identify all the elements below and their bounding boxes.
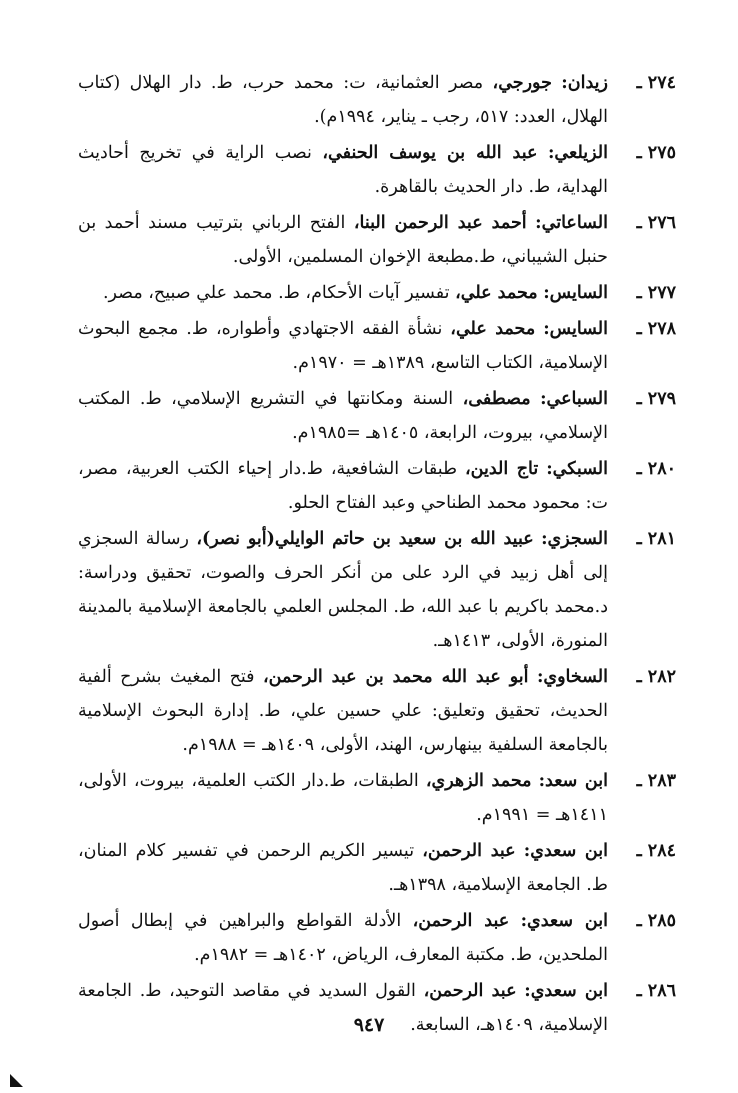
author-surname: السبكي: <box>546 459 608 479</box>
author-surname: السجزي: <box>541 529 608 549</box>
entry-number: ٢٨٠ ـ <box>636 459 676 479</box>
entry-details: الفتح الرباني بترتيب مسند أحمد بن حنبل الشيباني، ط.مطبعة الإخوان المسلمين، الأولى. <box>78 213 608 267</box>
entry-number: ٢٧٤ ـ <box>636 73 676 93</box>
bibliography-entry <box>78 522 676 658</box>
entry-details: الأدلة القواطع والبراهين في إبطال أصول الملحدين، ط. مكتبة المعارف، الرياض، ١٤٠٢هـ = ١٩٨٢م. <box>78 911 608 965</box>
bibliography-entry <box>78 66 676 134</box>
author-name: أحمد عبد الرحمن البنا، <box>353 213 527 233</box>
page-number: ٩٤٧ <box>353 1014 385 1036</box>
author-surname: السباعي: <box>540 389 608 409</box>
author-surname: السخاوي: <box>536 667 608 687</box>
author-name: محمد علي، <box>455 283 538 303</box>
entry-number: ٢٨٤ ـ <box>636 841 676 861</box>
author-name: تاج الدين، <box>464 459 539 479</box>
bibliography-entry <box>78 834 676 902</box>
author-surname: السايس: <box>543 319 608 339</box>
entry-number: ٢٨٣ ـ <box>636 771 676 791</box>
entry-number: ٢٨١ ـ <box>636 529 676 549</box>
bibliography-entry <box>78 276 676 310</box>
author-surname: ابن سعدي: <box>523 841 608 861</box>
author-name: عبيد الله بن سعيد بن حاتم الوايلي(أبو نصر)، <box>196 529 534 549</box>
entry-details: نشأة الفقه الاجتهادي وأطواره، ط. مجمع البحوث الإسلامية، الكتاب التاسع، ١٣٨٩هـ = ١٩٧٠م. <box>78 319 608 373</box>
entry-number: ٢٧٨ ـ <box>636 319 676 339</box>
corner-triangle-icon <box>10 1074 23 1087</box>
author-name: عبد الرحمن، <box>412 911 510 931</box>
entry-number: ٢٧٧ ـ <box>636 283 676 303</box>
author-surname: ابن سعدي: <box>520 911 608 931</box>
entry-details: مصر العثمانية، ت: محمد حرب، ط. دار الهلال (كتاب الهلال، العدد: ٥١٧، رجب ـ يناير، ١٩٩٤م). <box>78 73 608 127</box>
entry-number: ٢٨٥ ـ <box>636 911 676 931</box>
author-surname: ابن سعدي: <box>524 981 608 1001</box>
bibliography-entry <box>78 660 676 762</box>
author-name: محمد الزهري، <box>425 771 532 791</box>
author-surname: الزيلعي: <box>547 143 608 163</box>
bibliography-entry <box>78 904 676 972</box>
bibliography-entry <box>78 452 676 520</box>
entry-details: تيسير الكريم الرحمن في تفسير كلام المنان، ط. الجامعة الإسلامية، ١٣٩٨هـ. <box>78 841 608 895</box>
author-name: جورجي، <box>492 73 552 93</box>
entry-number: ٢٨٦ ـ <box>636 981 676 1001</box>
bibliography-entry <box>78 382 676 450</box>
bibliography-entry <box>78 136 676 204</box>
bibliography-entry <box>78 206 676 274</box>
entry-details: القول السديد في مقاصد التوحيد، ط. الجامعة الإسلامية، ١٤٠٩هـ، السابعة. <box>78 981 608 1035</box>
bibliography-list <box>78 66 676 1044</box>
entry-number: ٢٧٥ ـ <box>636 143 676 163</box>
entry-number: ٢٧٩ ـ <box>636 389 676 409</box>
entry-details: رسالة السجزي إلى أهل زبيد في الرد على من أنكر الحرف والصوت، تحقيق ودراسة: د.محمد باكريم با عبد الله، ط. المجلس العلمي بالجامعة الإسلامية بالمدينة المنورة، الأولى، ١٤١٣هـ. <box>78 529 608 651</box>
author-surname: ابن سعد: <box>538 771 608 791</box>
entry-details: فتح المغيث بشرح ألفية الحديث، تحقيق وتعليق: علي حسين علي، ط. إدارة البحوث الإسلامية بالجامعة السلفية بينهارس، الهند، الأولى، ١٤٠٩هـ = ١٩٨٨م. <box>78 667 608 755</box>
entry-details: تفسير آيات الأحكام، ط. محمد علي صبيح، مصر. <box>102 283 450 303</box>
author-surname: زيدان: <box>561 73 608 93</box>
author-name: مصطفى، <box>462 389 531 409</box>
entry-details: السنة ومكانتها في التشريع الإسلامي، ط. المكتب الإسلامي، بيروت، الرابعة، ١٤٠٥هـ =١٩٨٥م. <box>78 389 608 443</box>
author-name: محمد علي، <box>450 319 536 339</box>
entry-details: نصب الراية في تخريج أحاديث الهداية، ط. دار الحديث بالقاهرة. <box>78 143 608 197</box>
entry-number: ٢٧٦ ـ <box>636 213 676 233</box>
author-name: أبو عبد الله محمد بن عبد الرحمن، <box>262 667 529 687</box>
entry-number: ٢٨٢ ـ <box>636 667 676 687</box>
author-name: عبد الرحمن، <box>423 981 517 1001</box>
author-surname: الساعاتي: <box>535 213 608 233</box>
author-name: عبد الله بن يوسف الحنفي، <box>322 143 538 163</box>
bibliography-entry <box>78 312 676 380</box>
entry-details: طبقات الشافعية، ط.دار إحياء الكتب العربية، مصر، ت: محمود محمد الطناحي وعبد الفتاح الحلو. <box>78 459 608 513</box>
author-name: عبد الرحمن، <box>422 841 516 861</box>
entry-details: الطبقات، ط.دار الكتب العلمية، بيروت، الأولى، ١٤١١هـ = ١٩٩١م. <box>78 771 608 825</box>
author-surname: السايس: <box>543 283 608 303</box>
bibliography-entry <box>78 764 676 832</box>
